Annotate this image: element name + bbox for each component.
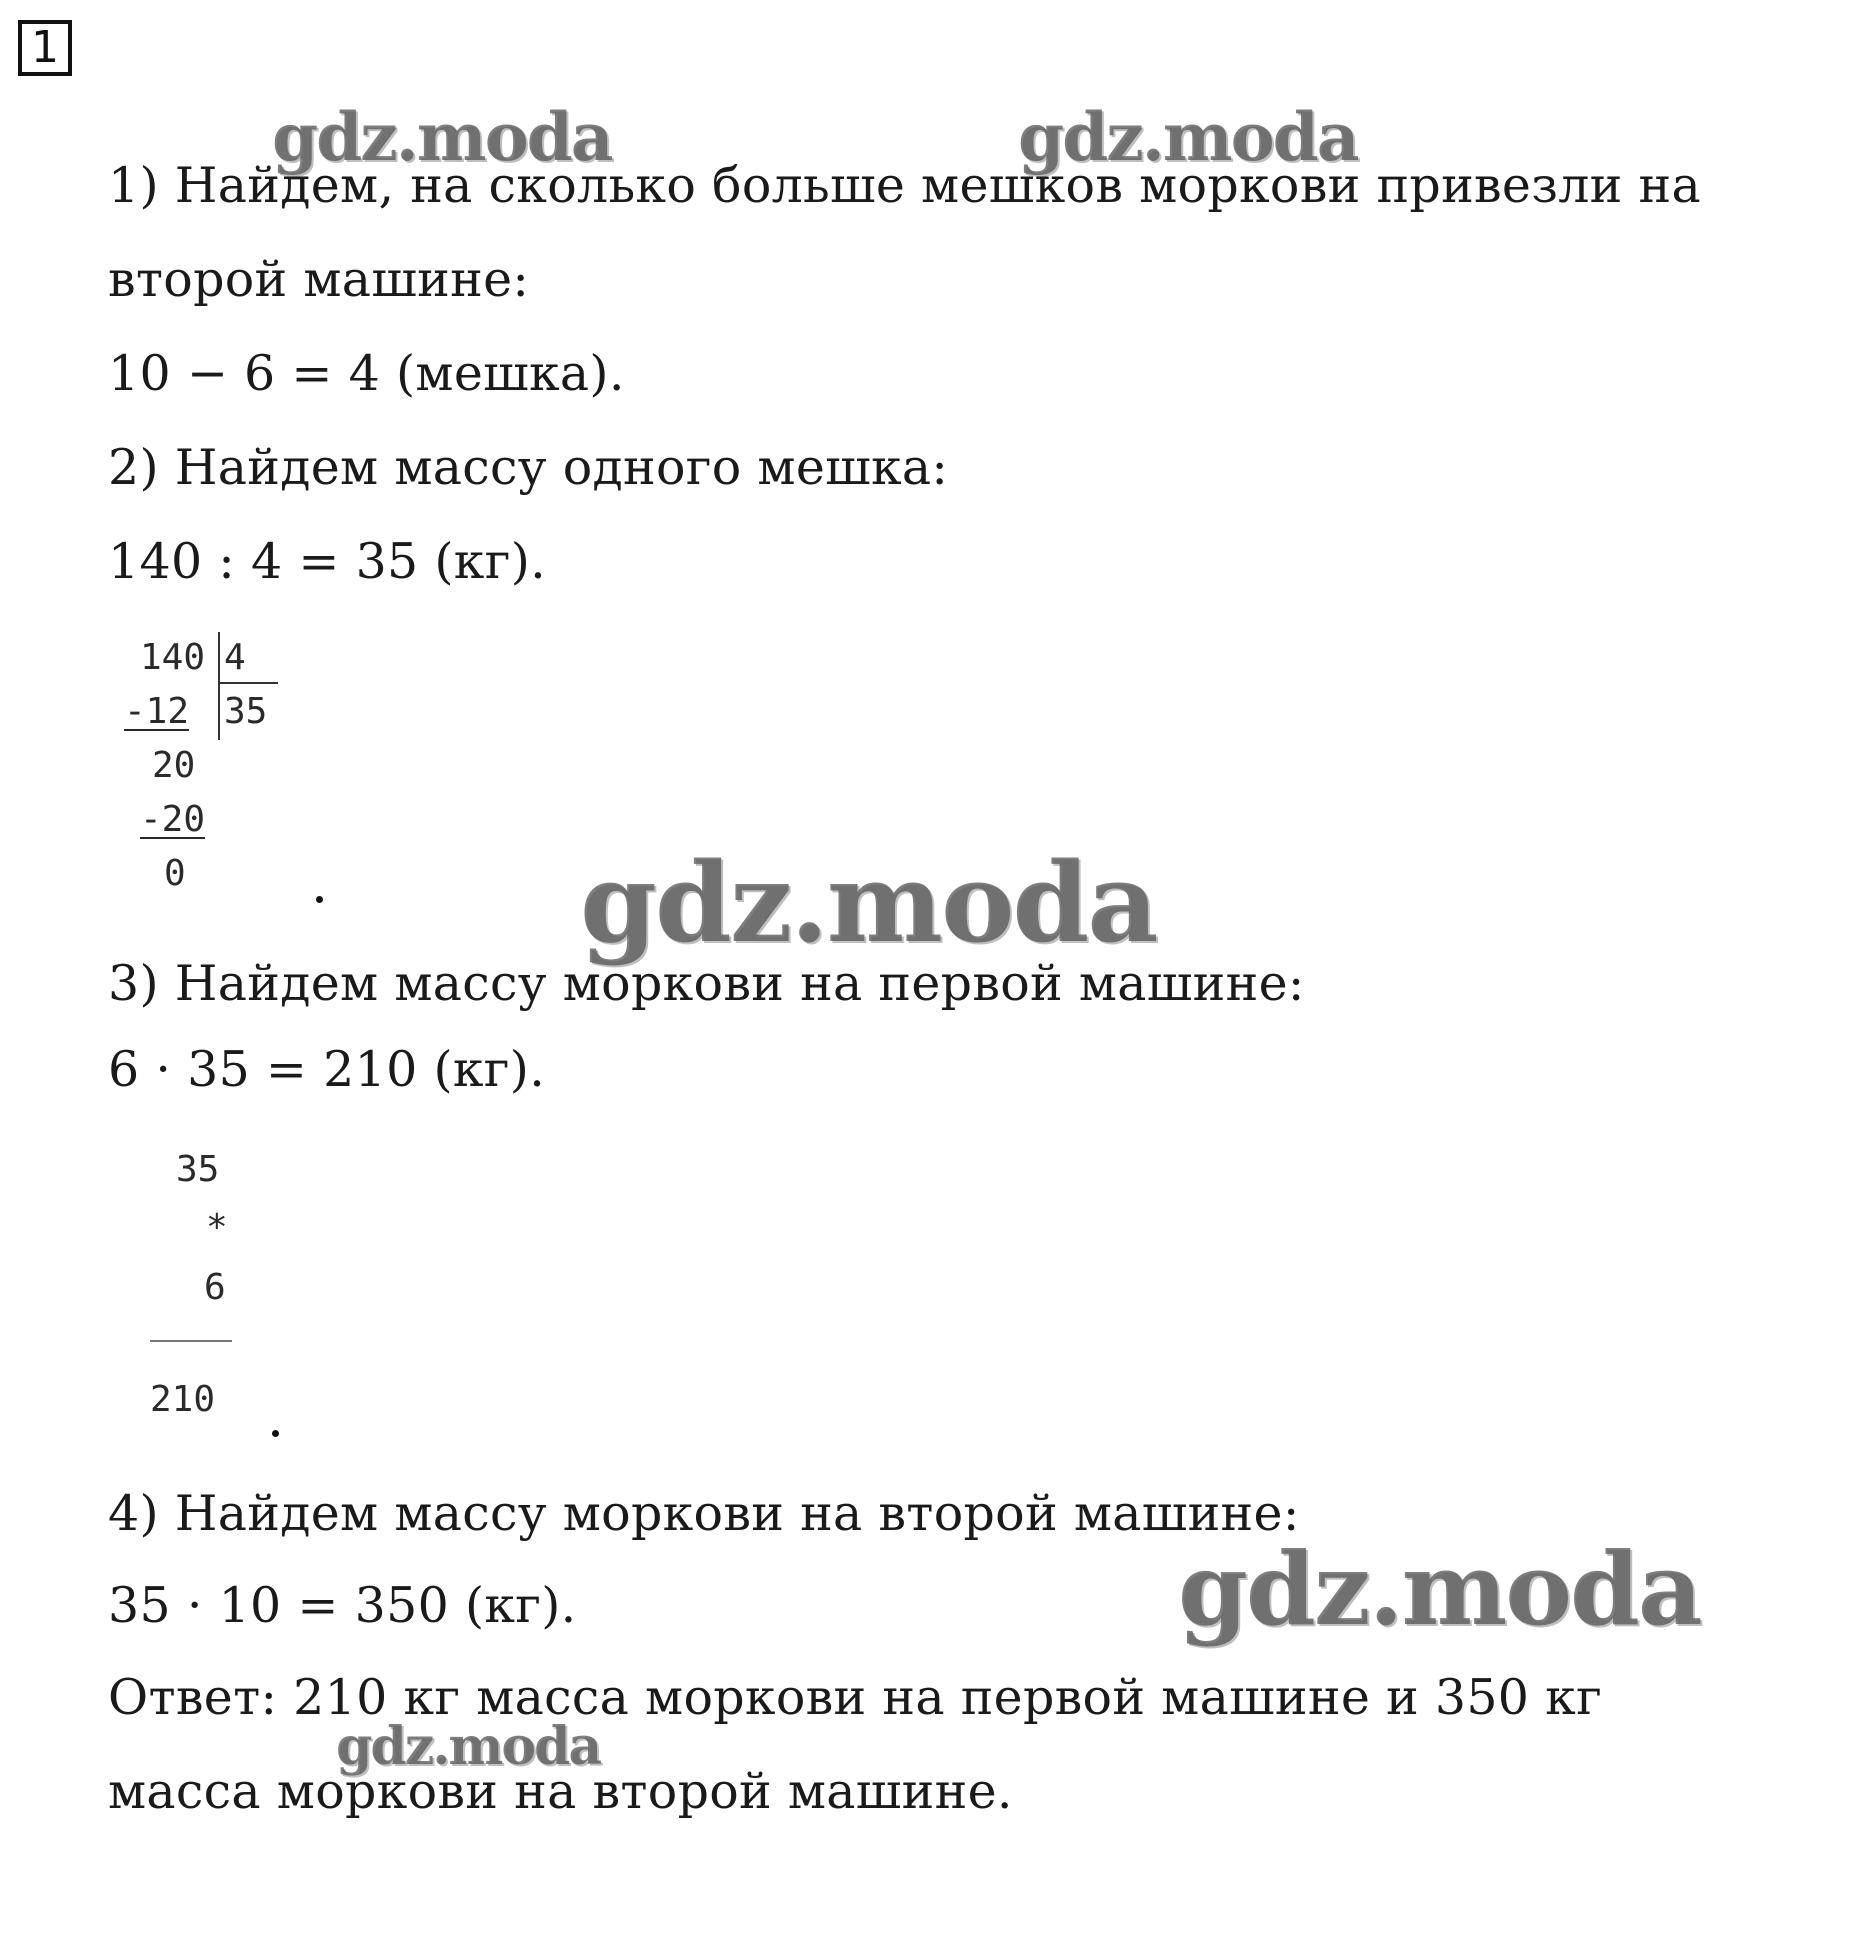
watermark-4: gdz.moda [1178, 1530, 1701, 1648]
division-remainder-2: 0 [164, 853, 186, 894]
step-2-equation: 140 : 4 = 35 (кг). [108, 533, 547, 590]
multiplication-result: 210 [150, 1379, 216, 1420]
multiplication-top: 35 [176, 1149, 220, 1190]
answer-text: Ответ: 210 кг масса моркови на первой машине и 350 кг [108, 1669, 1603, 1726]
division-horizontal-line [218, 682, 278, 684]
step-1-text-cont: второй машине: [108, 251, 530, 308]
division-quotient: 35 [224, 691, 268, 732]
division-divisor: 4 [224, 637, 246, 678]
step-1-text: 1) Найдем, на сколько больше мешков моркови привезли на [108, 157, 1701, 214]
division-vertical-line [218, 632, 220, 740]
step-3-text: 3) Найдем массу моркови на первой машине: [108, 955, 1305, 1012]
multiplication-end-dot [272, 1430, 279, 1437]
multiplication-bottom: 6 [204, 1267, 226, 1308]
watermark-1: gdz.moda [272, 98, 612, 176]
division-subtrahend-2: -20 [140, 799, 206, 840]
division-remainder-1: 20 [152, 745, 196, 786]
step-3-equation: 6 · 35 = 210 (кг). [108, 1041, 546, 1098]
watermark-2: gdz.moda [1018, 98, 1358, 176]
step-1-equation: 10 − 6 = 4 (мешка). [108, 345, 625, 402]
division-end-dot [316, 896, 323, 903]
multiplication-operator: * [206, 1207, 228, 1248]
multiplication-line [150, 1340, 232, 1342]
division-dividend: 140 [140, 637, 206, 678]
step-4-text: 4) Найдем массу моркови на второй машине: [108, 1485, 1300, 1542]
answer-text-cont: масса моркови на второй машине. [108, 1763, 1013, 1820]
task-number-box: 1 [18, 20, 72, 76]
step-4-equation: 35 · 10 = 350 (кг). [108, 1577, 577, 1634]
watermark-5: gdz.moda [336, 1716, 601, 1777]
watermark-3: gdz.moda [580, 838, 1157, 967]
division-subtrahend-1: -12 [124, 691, 190, 732]
step-2-text: 2) Найдем массу одного мешка: [108, 439, 949, 496]
